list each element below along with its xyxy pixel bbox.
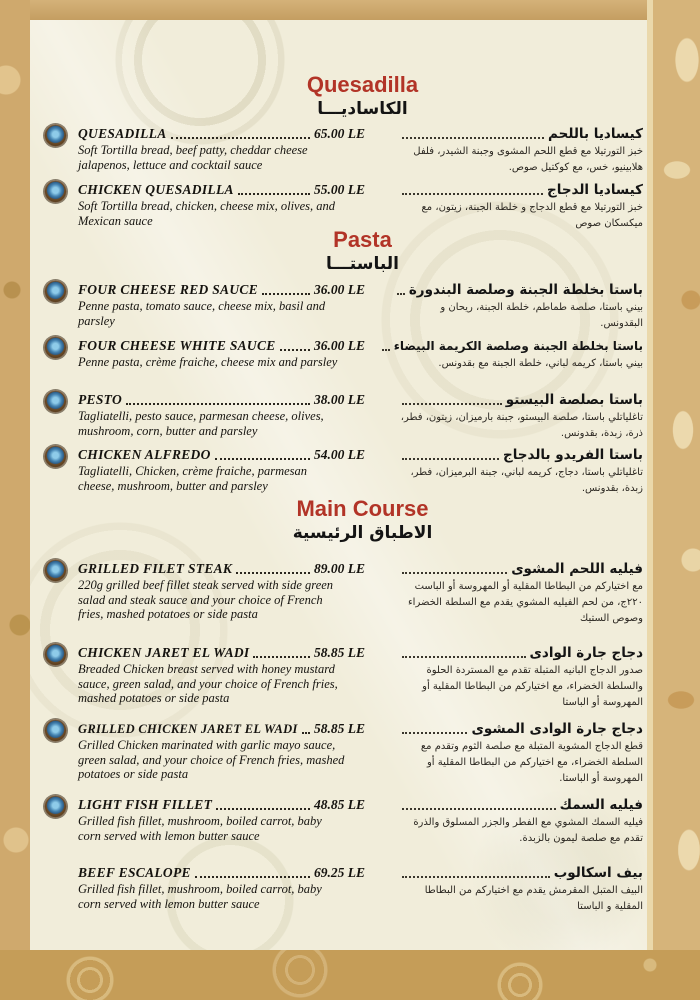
section-header-quesadilla [30, 73, 647, 121]
item-price: 54.00 LE [314, 447, 366, 462]
frame-top-border [0, 0, 700, 20]
dotted-leader [171, 137, 310, 139]
section-header-main-course [30, 497, 647, 545]
brand-seal-icon [44, 390, 67, 413]
dotted-leader [215, 458, 310, 460]
item-name-ar: دجاج جارة الوادى المشوى [471, 721, 643, 737]
item-name-en: CHICKEN QUESADILLA [78, 182, 234, 197]
section-title-en: Main Course [296, 496, 429, 521]
item-desc-en: Soft Tortilla bread, chicken, cheese mix, olives, and Mexican sauce [78, 199, 336, 228]
dotted-leader [402, 137, 544, 139]
item-price: 48.85 LE [314, 797, 366, 812]
dotted-leader [253, 656, 310, 658]
dotted-leader [397, 293, 405, 295]
item-desc-en: Grilled Chicken marinated with garlic mayo sauce, green salad, and your choice of French fries, mashed potatoes or side pasta [78, 738, 345, 781]
section-title-ar: الاطباق الرئيسية [292, 523, 433, 543]
item-name-ar: بيف اسكالوب [553, 865, 643, 881]
dotted-leader [238, 193, 310, 195]
frame-left-border [0, 0, 30, 1000]
dotted-leader [402, 656, 526, 658]
item-desc-ar: تاغلياتلي باستا، دجاج، كريمه لباني، جبنة البرميزان، فطر، زبدة، بقدونس. [410, 467, 643, 494]
dotted-leader [402, 572, 507, 574]
item-name-en: LIGHT FISH FILLET [78, 797, 213, 812]
item-price: 69.25 LE [314, 865, 366, 880]
item-desc-en: Breaded Chicken breast served with honey mustard sauce, green salad, and your choice of French fries, mashed potatoes or side pasta [78, 662, 338, 705]
item-price: 55.00 LE [314, 182, 366, 197]
section-title-en: Quesadilla [306, 72, 419, 97]
brand-seal-icon [44, 445, 67, 468]
item-name-en: BEEF ESCALOPE [78, 865, 191, 880]
item-desc-ar: مع اختياركم من البطاطا المقلية أو المهروسة أو الباست ٢٢٠ج، من لحم الفيليه المشوي يقدم مع السلطة الخضراء وصوص الستيك [407, 581, 643, 624]
item-price: 58.85 LE [314, 645, 366, 660]
item-name-en: CHICKEN JARET EL WADI [78, 645, 250, 660]
dotted-leader [382, 349, 390, 351]
item-desc-ar: بيني باستا، كريمه لباني، خلطة الجبنة مع بقدونس. [438, 358, 643, 369]
frame-bottom-border [0, 950, 700, 1000]
item-name-ar: دجاج جارة الوادى [529, 645, 643, 661]
dotted-leader [402, 403, 502, 405]
brand-seal-icon [44, 559, 67, 582]
brand-seal-icon [44, 180, 67, 203]
brand-seal-icon [44, 336, 67, 359]
item-price: 36.00 LE [314, 282, 366, 297]
dotted-leader [236, 572, 310, 574]
item-price: 58.85 LE [314, 721, 366, 736]
item-name-ar: باستا بخلطة الجبنة وصلصة البندورة [408, 282, 643, 298]
dotted-leader [216, 808, 310, 810]
item-desc-ar: بيني باستا، صلصة طماطم، خلطة الجبنة، ريحان و البقدونس. [440, 302, 643, 329]
item-desc-en: Penne pasta, tomato sauce, cheese mix, basil and parsley [78, 299, 326, 328]
item-name-ar: باستا الفريدو بالدجاج [503, 447, 643, 463]
item-desc-ar: صدور الدجاج البانيه المتبلة تقدم مع المستردة الحلوة والسلطة الخضراء، مع اختياركم من البطاطا المقلية أو المهروسة أو الباستا [422, 665, 643, 708]
section-title-ar: الباستـــا [325, 254, 399, 274]
item-name-en: PESTO [78, 392, 123, 407]
item-name-en: CHICKEN ALFREDO [78, 447, 211, 462]
item-name-en: GRILLED CHICKEN JARET EL WADI [78, 722, 298, 736]
item-name-ar: باستا بصلصة البيستو [505, 392, 643, 408]
brand-seal-icon [44, 795, 67, 818]
section-header-pasta [30, 228, 647, 276]
item-desc-ar: خبز التورتيلا مع قطع اللحم المشوى وجبنة الشيدر، فلفل هلابينيو، خس، مع كوكتيل صوص. [413, 146, 643, 173]
dotted-leader [262, 293, 310, 295]
item-name-en: FOUR CHEESE WHITE SAUCE [78, 338, 276, 353]
dotted-leader [402, 876, 550, 878]
brand-seal-icon [44, 643, 67, 666]
dotted-leader [126, 403, 310, 405]
section-title-ar: الكاساديـــا [317, 99, 408, 119]
item-desc-ar: فيليه السمك المشوي مع الفطر والجزر المسلوق والذرة تقدم مع صلصة ليمون بالزبدة. [413, 817, 643, 844]
item-name-ar: كيساديا باللحم [548, 126, 643, 142]
item-desc-en: Grilled fish fillet, mushroom, boiled carrot, baby corn served with lemon butter sauce [78, 814, 322, 843]
dotted-leader [402, 458, 499, 460]
brand-seal-icon [44, 280, 67, 303]
item-name-ar: فيليه اللحم المشوى [511, 561, 643, 577]
item-name-en: GRILLED FILET STEAK [78, 561, 233, 576]
menu-panel [30, 20, 647, 950]
item-name-ar: فيليه السمك [559, 797, 643, 813]
item-desc-en: Tagliatelli, pesto sauce, parmesan cheese, olives, mushroom, corn, butter and parsley [78, 409, 324, 438]
item-price: 89.00 LE [314, 561, 366, 576]
item-desc-ar: خبز التورتيلا مع قطع الدجاج و خلطة الجبنة، زيتون، مع ميكسكان صوص [421, 202, 643, 229]
item-name-en: FOUR CHEESE RED SAUCE [78, 282, 258, 297]
dotted-leader [280, 349, 310, 351]
item-name-ar: كيساديا الدجاج [547, 182, 643, 198]
brand-seal-icon [44, 719, 67, 742]
item-name-en: QUESADILLA [78, 126, 167, 141]
brand-seal-icon [44, 124, 67, 147]
item-desc-en: 220g grilled beef fillet steak served with side green salad and steak sauce and your choice of French fries, mashed potatoes or side pasta [78, 578, 334, 621]
frame-right-border [647, 0, 700, 1000]
item-desc-en: Soft Tortilla bread, beef patty, cheddar cheese jalapenos, lettuce and cocktail sauce [78, 143, 308, 172]
item-desc-ar: تاغلياتلي باستا، صلصة البيستو، جبنة بارميزان، زيتون، فطر، ذرة، زبدة، بقدونس. [400, 412, 643, 439]
item-desc-ar: قطع الدجاج المشوية المتبلة مع صلصة الثوم وتقدم مع السلطة الخضراء، مع اختياركم من البطاطا المقلية أو المهروسة أو الباستا. [420, 741, 643, 784]
item-price: 65.00 LE [314, 126, 366, 141]
dotted-leader [402, 732, 467, 734]
item-name-ar: باستا بخلطة الجبنة وصلصة الكريمة البيضاء [393, 339, 643, 353]
item-desc-en: Grilled fish fillet, mushroom, boiled carrot, baby corn served with lemon butter sauce [78, 882, 322, 911]
item-desc-en: Penne pasta, crème fraiche, cheese mix and parsley [78, 355, 338, 369]
item-price: 36.00 LE [314, 338, 366, 353]
item-desc-en: Tagliatelli, Chicken, crème fraiche, parmesan cheese, mushroom, butter and parsley [78, 464, 308, 493]
item-price: 38.00 LE [314, 392, 366, 407]
dotted-leader [402, 193, 543, 195]
section-title-en: Pasta [333, 227, 392, 252]
dotted-leader [402, 808, 556, 810]
item-desc-ar: البيف المتبل المقرمش يقدم مع اختياركم من البطاطا المقلية و الباستا [424, 885, 643, 912]
dotted-leader [195, 876, 310, 878]
dotted-leader [302, 732, 310, 734]
